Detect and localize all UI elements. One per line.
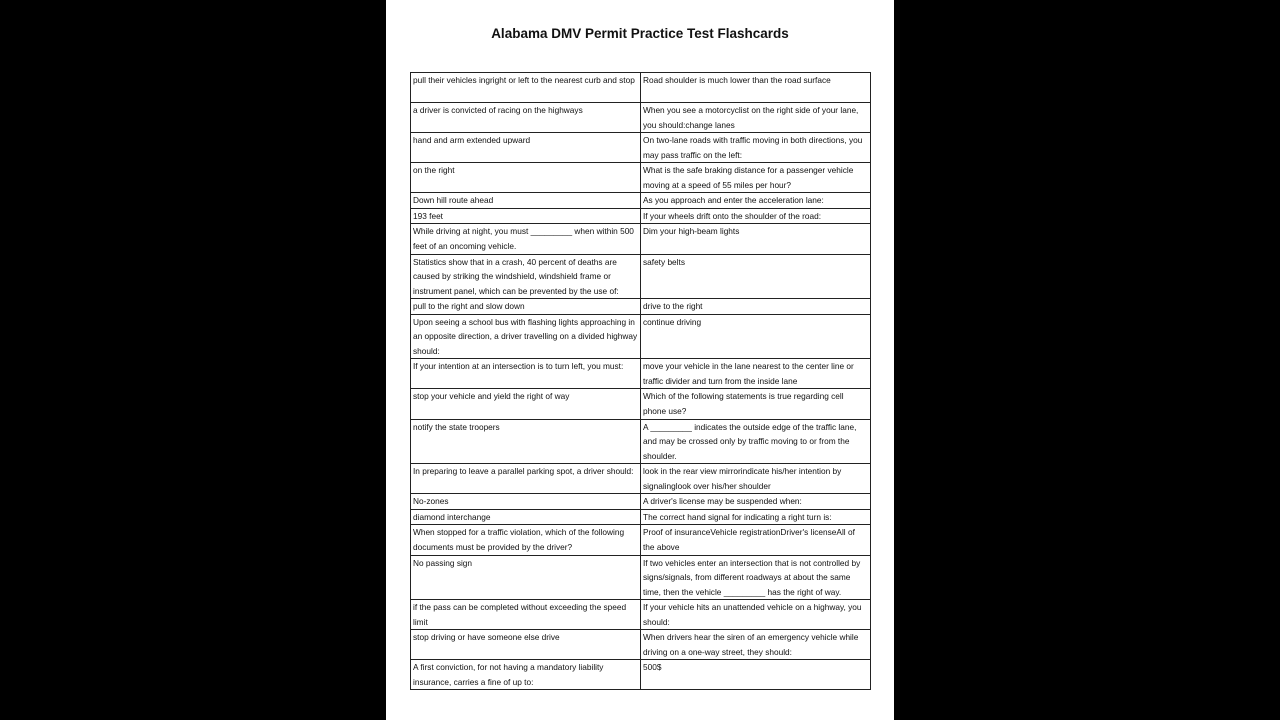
flashcard-term-cell xyxy=(411,630,641,660)
flashcard-definition: A driver's license may be suspended when: xyxy=(643,496,802,507)
flashcard-definition: continue driving xyxy=(643,316,702,327)
flashcard-definition-cell xyxy=(641,299,871,315)
flashcard-term-cell xyxy=(411,389,641,419)
flashcard-term: While driving at night, you must _________ when within 500 feet of an oncoming vehicle. xyxy=(413,226,634,252)
flashcard-definition-cell xyxy=(641,630,871,660)
flashcard-term: Upon seeing a school bus with flashing lights approaching in an opposite direction, a driver travelling on a divided highway should: xyxy=(413,316,638,356)
flashcard-definition-cell xyxy=(641,509,871,525)
flashcard-term: a driver is convicted of racing on the highways xyxy=(413,105,583,116)
flashcard-term-cell xyxy=(411,133,641,163)
flashcard-term-cell xyxy=(411,419,641,464)
flashcard-row xyxy=(411,525,871,555)
flashcard-row xyxy=(411,103,871,133)
flashcard-table-body xyxy=(411,73,871,690)
flashcard-definition-cell xyxy=(641,254,871,299)
flashcard-term: notify the state troopers xyxy=(413,421,500,432)
flashcard-definition: The correct hand signal for indicating a right turn is: xyxy=(643,511,832,522)
flashcard-definition-cell xyxy=(641,163,871,193)
flashcard-definition: On two-lane roads with traffic moving in both directions, you may pass traffic on the left: xyxy=(643,135,863,160)
flashcard-term: stop driving or have someone else drive xyxy=(413,632,560,643)
flashcard-definition: If two vehicles enter an intersection that is not controlled by signs/signals, from different roadways at about the same time, then the vehicle _________ has the right of way. xyxy=(643,557,861,597)
flashcard-row xyxy=(411,254,871,299)
flashcard-definition-cell xyxy=(641,555,871,600)
flashcard-row xyxy=(411,314,871,359)
flashcard-term-cell xyxy=(411,525,641,555)
flashcard-term-cell xyxy=(411,314,641,359)
flashcard-table xyxy=(410,72,871,690)
flashcard-row xyxy=(411,660,871,690)
flashcard-definition: Dim your high-beam lights xyxy=(643,226,740,237)
flashcard-row xyxy=(411,73,871,103)
flashcard-term-cell xyxy=(411,163,641,193)
flashcard-row xyxy=(411,163,871,193)
flashcard-definition: Road shoulder is much lower than the road surface xyxy=(643,75,831,85)
document-title: Alabama DMV Permit Practice Test Flashcards xyxy=(491,26,789,41)
flashcard-definition-cell xyxy=(641,389,871,419)
flashcard-term: If your intention at an intersection is to turn left, you must: xyxy=(413,361,624,372)
flashcard-definition-cell xyxy=(641,600,871,630)
flashcard-term-cell xyxy=(411,208,641,224)
flashcard-term: Statistics show that in a crash, 40 percent of deaths are caused by striking the windshield, windshield frame or instrument panel, which can be prevented by the use of: xyxy=(413,256,619,296)
flashcard-definition-cell xyxy=(641,193,871,209)
flashcard-definition: drive to the right xyxy=(643,301,703,312)
flashcard-definition-cell xyxy=(641,103,871,133)
flashcard-definition: When drivers hear the siren of an emergency vehicle while driving on a one-way street, they should: xyxy=(643,632,859,657)
flashcard-row xyxy=(411,600,871,630)
flashcard-term-cell xyxy=(411,73,641,103)
flashcard-row xyxy=(411,133,871,163)
flashcard-row xyxy=(411,208,871,224)
flashcard-definition: A _________ indicates the outside edge of the traffic lane, and may be crossed only by traffic moving to or from the shoulder. xyxy=(643,421,857,461)
flashcard-row xyxy=(411,464,871,494)
flashcard-term-cell xyxy=(411,509,641,525)
document-page xyxy=(386,0,894,720)
flashcard-definition: move your vehicle in the lane nearest to the center line or traffic divider and turn from the inside lane xyxy=(643,361,854,386)
flashcard-definition: If your vehicle hits an unattended vehicle on a highway, you should: xyxy=(643,602,862,627)
flashcard-term-cell xyxy=(411,299,641,315)
flashcard-term-cell xyxy=(411,193,641,209)
flashcard-term: Down hill route ahead xyxy=(413,195,494,206)
flashcard-row xyxy=(411,359,871,389)
flashcard-term-cell xyxy=(411,600,641,630)
flashcard-term-cell xyxy=(411,555,641,600)
flashcard-term-cell xyxy=(411,103,641,133)
flashcard-row xyxy=(411,299,871,315)
flashcard-definition: As you approach and enter the acceleration lane: xyxy=(643,195,824,206)
flashcard-term: pull to the right and slow down xyxy=(413,301,525,312)
flashcard-row xyxy=(411,555,871,600)
flashcard-definition: 500$ xyxy=(643,662,662,673)
flashcard-definition-cell xyxy=(641,73,871,103)
flashcard-row xyxy=(411,419,871,464)
flashcard-term: A first conviction, for not having a mandatory liability insurance, carries a fine of up to: xyxy=(413,662,604,687)
flashcard-term: on the right xyxy=(413,165,455,176)
flashcard-term: 193 feet xyxy=(413,210,443,221)
flashcard-term-cell xyxy=(411,464,641,494)
flashcard-term-cell xyxy=(411,660,641,690)
flashcard-row xyxy=(411,509,871,525)
flashcard-term: No-zones xyxy=(413,496,449,507)
flashcard-definition-cell xyxy=(641,133,871,163)
flashcard-term: if the pass can be completed without exceeding the speed limit xyxy=(413,602,627,627)
flashcard-term: pull their vehicles ingright or left to the nearest curb and stop xyxy=(413,75,635,85)
flashcard-row xyxy=(411,193,871,209)
flashcard-definition: What is the safe braking distance for a passenger vehicle moving at a speed of 55 miles per hour? xyxy=(643,165,854,190)
flashcard-definition: look in the rear view mirrorindicate his/her intention by signalinglook over his/her shoulder xyxy=(643,466,842,491)
flashcard-definition-cell xyxy=(641,494,871,510)
flashcard-term: No passing sign xyxy=(413,557,473,568)
flashcard-term: hand and arm extended upward xyxy=(413,135,531,146)
flashcard-term-cell xyxy=(411,494,641,510)
flashcard-row xyxy=(411,389,871,419)
flashcard-definition: If your wheels drift onto the shoulder of the road: xyxy=(643,210,822,221)
flashcard-term-cell xyxy=(411,224,641,254)
flashcard-row xyxy=(411,630,871,660)
flashcard-definition-cell xyxy=(641,208,871,224)
flashcard-term-cell xyxy=(411,254,641,299)
flashcard-definition-cell xyxy=(641,359,871,389)
flashcard-definition-cell xyxy=(641,660,871,690)
flashcard-definition: safety belts xyxy=(643,256,685,267)
flashcard-row xyxy=(411,494,871,510)
flashcard-definition-cell xyxy=(641,314,871,359)
flashcard-definition: Proof of insuranceVehicle registrationDriver's licenseAll of the above xyxy=(643,527,855,552)
flashcard-definition-cell xyxy=(641,224,871,254)
flashcard-definition-cell xyxy=(641,525,871,555)
flashcard-term: stop your vehicle and yield the right of way xyxy=(413,391,570,402)
flashcard-term: In preparing to leave a parallel parking spot, a driver should: xyxy=(413,466,634,477)
flashcard-term-cell xyxy=(411,359,641,389)
flashcard-term: diamond interchange xyxy=(413,511,491,522)
flashcard-definition: Which of the following statements is true regarding cell phone use? xyxy=(643,391,844,417)
flashcard-definition: When you see a motorcyclist on the right side of your lane, you should:change lanes xyxy=(643,105,859,130)
flashcard-definition-cell xyxy=(641,464,871,494)
flashcard-term: When stopped for a traffic violation, which of the following documents must be provided by the driver? xyxy=(413,527,625,552)
flashcard-definition-cell xyxy=(641,419,871,464)
flashcard-row xyxy=(411,224,871,254)
